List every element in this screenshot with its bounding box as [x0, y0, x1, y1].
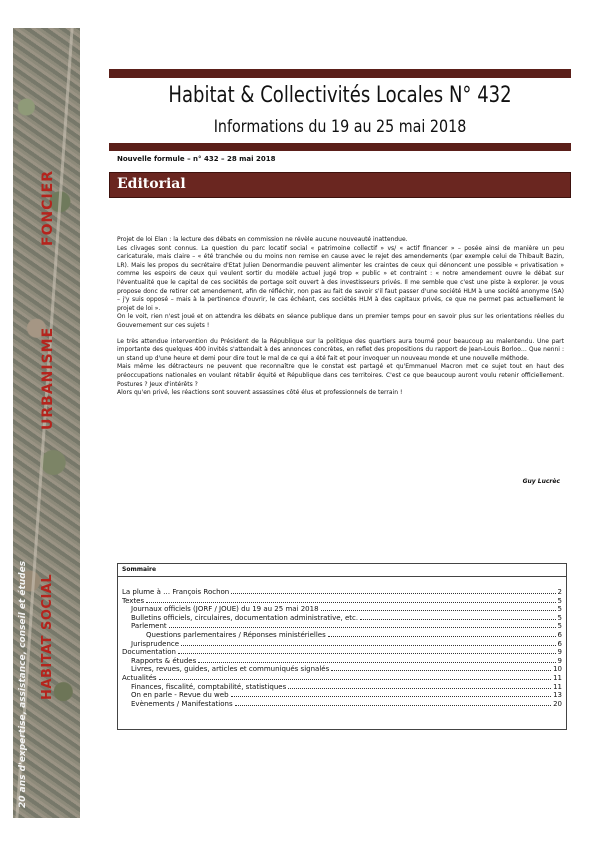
toc-leader — [146, 602, 555, 603]
toc-entry-label: Rapports & études — [131, 656, 197, 665]
toc-entry-page: 2 — [557, 588, 562, 596]
toc-entry-label: Livres, revues, guides, articles et communiqués signalés — [131, 665, 330, 674]
toc-entry[interactable] — [122, 657, 562, 666]
toc-entry[interactable] — [122, 588, 562, 597]
toc-entry-label: Bulletins officiels, circulaires, documentation administrative, etc. — [131, 613, 359, 622]
toc-leader — [231, 696, 552, 697]
toc-entry-label: Questions parlementaires / Réponses ministérielles — [146, 630, 326, 639]
sommaire-list — [122, 588, 562, 708]
toc-entry[interactable] — [122, 674, 562, 683]
sommaire-title: Sommaire — [122, 566, 157, 573]
toc-entry[interactable] — [122, 665, 562, 674]
toc-entry-label: Parlement — [131, 622, 167, 631]
edition-line: Nouvelle formule – n° 432 – 28 mai 2018 — [117, 155, 276, 163]
header-bottom-rule — [109, 143, 571, 151]
sidebar-label-habitat-social: HABITAT SOCIAL — [40, 573, 55, 700]
toc-entry-page: 9 — [557, 656, 562, 665]
editorial-paragraph: Le très attendue intervention du Président de la République sur la politique des quartiers aura tourné pour beaucoup au malentendu. Une part importante des quelques 400 invités s'attendait à des annonces concrètes, en reflet des propositions du rapport de Jean-Louis Borloo… Que nenni : un stand up d'une heure et demi pour dire tout le mal de ce qui a été fait et pour invoquer un nouveau monde et une nouvelle méthode. — [117, 337, 564, 362]
toc-leader — [235, 705, 551, 706]
toc-entry-label: Textes — [122, 596, 145, 605]
toc-leader — [321, 610, 556, 611]
toc-entry-page: 20 — [553, 699, 562, 708]
toc-entry[interactable] — [122, 648, 562, 657]
sidebar-label-urbanisme: URBANISME — [40, 326, 56, 430]
editorial-paragraph: On le voit, rien n'est joué et on attendra les débats en séance publique dans un premier temps pour en savoir plus sur les orientations réelles du Gouvernement sur ces sujets ! — [117, 313, 564, 329]
page-subtitle: Informations du 19 au 25 mai 2018 — [213, 117, 467, 137]
editorial-body — [117, 236, 564, 398]
toc-entry[interactable] — [122, 683, 562, 692]
toc-entry-page: 5 — [557, 622, 562, 631]
toc-entry-label: Journaux officiels (JORF / JOUE) du 19 au 25 mai 2018 — [131, 605, 319, 614]
toc-entry-label: Actualités — [122, 673, 157, 682]
toc-leader — [198, 662, 555, 663]
toc-leader — [159, 679, 552, 680]
editorial-paragraph: Mais même les détracteurs ne peuvent que reconnaître que le constat est partagé et qu'Emmanuel Macron met ce sujet tout en haut des préoccupations nationales en voulant rétablir équité et République dans ces territoires. C'est ce que beaucoup auront voulu retenir officiellement. Postures ? Jeux d'intérêts ? — [117, 363, 564, 388]
toc-entry-page: 11 — [553, 682, 562, 691]
toc-leader — [231, 593, 555, 594]
toc-leader — [178, 653, 556, 654]
toc-entry-page: 9 — [557, 648, 562, 657]
toc-entry-page: 10 — [553, 665, 562, 674]
editorial-paragraph: Projet de loi Elan : la lecture des débats en commission ne révèle aucune nouveauté inattendue. — [117, 236, 408, 243]
toc-entry-page: 13 — [553, 691, 562, 700]
editorial-heading-bar — [109, 172, 571, 198]
sidebar-label-foncier: FONCIER — [40, 169, 56, 246]
page-title: Habitat & Collectivités Locales N° 432 — [168, 83, 512, 108]
editorial-signature: Guy Lucrèc — [522, 478, 560, 485]
toc-entry-label: Jurisprudence — [131, 639, 180, 648]
header-top-rule — [109, 69, 571, 78]
toc-leader — [181, 645, 555, 646]
toc-leader — [288, 688, 551, 689]
editorial-heading: Editorial — [117, 176, 186, 192]
toc-entry-label: Documentation — [122, 648, 176, 657]
toc-leader — [331, 670, 551, 671]
toc-entry-label: La plume à … François Rochon — [122, 588, 230, 596]
toc-entry[interactable] — [122, 597, 562, 606]
toc-entry-label: Evènements / Manifestations — [131, 699, 233, 708]
toc-entry[interactable] — [122, 622, 562, 631]
toc-entry[interactable] — [122, 640, 562, 649]
toc-entry-page: 5 — [557, 613, 562, 622]
toc-leader — [328, 636, 556, 637]
toc-entry[interactable] — [122, 605, 562, 614]
sidebar-tagline: 20 ans d'expertise, assistance, conseil et études — [18, 560, 28, 808]
sommaire-box — [117, 563, 567, 730]
toc-entry[interactable] — [122, 691, 562, 700]
sommaire-header — [118, 564, 566, 577]
toc-entry-label: On en parle - Revue du web — [131, 691, 229, 700]
toc-entry-page: 5 — [557, 605, 562, 614]
editorial-paragraph: Alors qu'en privé, les réactions sont souvent assassines côté élus et professionnels de terrain ! — [117, 389, 403, 397]
toc-entry-page: 11 — [553, 673, 562, 682]
toc-entry-page: 6 — [557, 630, 562, 639]
toc-entry-label: Finances, fiscalité, comptabilité, statistiques — [131, 682, 287, 691]
toc-leader — [169, 627, 556, 628]
toc-entry[interactable] — [122, 631, 562, 640]
toc-entry-page: 5 — [557, 596, 562, 605]
toc-entry-page: 6 — [557, 639, 562, 648]
toc-entry[interactable] — [122, 614, 562, 623]
toc-entry[interactable] — [122, 700, 562, 709]
editorial-paragraph: Les clivages sont connus. La question du parc locatif social « patrimoine collectif » vs/ « actif financer » – posée ainsi de manière un peu caricaturale, mais claire – « été tranchée ou du moins non remise en cause avec le rejet des amendements (par exemple celui de Thibault Bazin, LR). Mais les propos du secrétaire d'Etat Julien Denormandie peuvent alimenter les craintes de ceux qui dénoncent une possible « privatisation » comme les espoirs de ceux qui veulent sortir du modèle actuel jugé trop « public » et contraint : « notre amendement ouvre le débat sur l'éventualité que le capital de ces sociétés de portage soit ouvert à des investisseurs privés. Il me semble que c'est une piste à explorer. Je vous propose donc de retirer cet amendement, afin de réfléchir, non pas au fait de savoir s'il faut passer d'une société HLM à une société anonyme (SA) – j'y suis opposé – mais à la pertinence d'ouvrir, le cas échéant, ces sociétés HLM à des capitaux privés, ce que ne permet pas actuellement le projet de loi ». — [117, 244, 564, 312]
toc-leader — [360, 619, 555, 620]
